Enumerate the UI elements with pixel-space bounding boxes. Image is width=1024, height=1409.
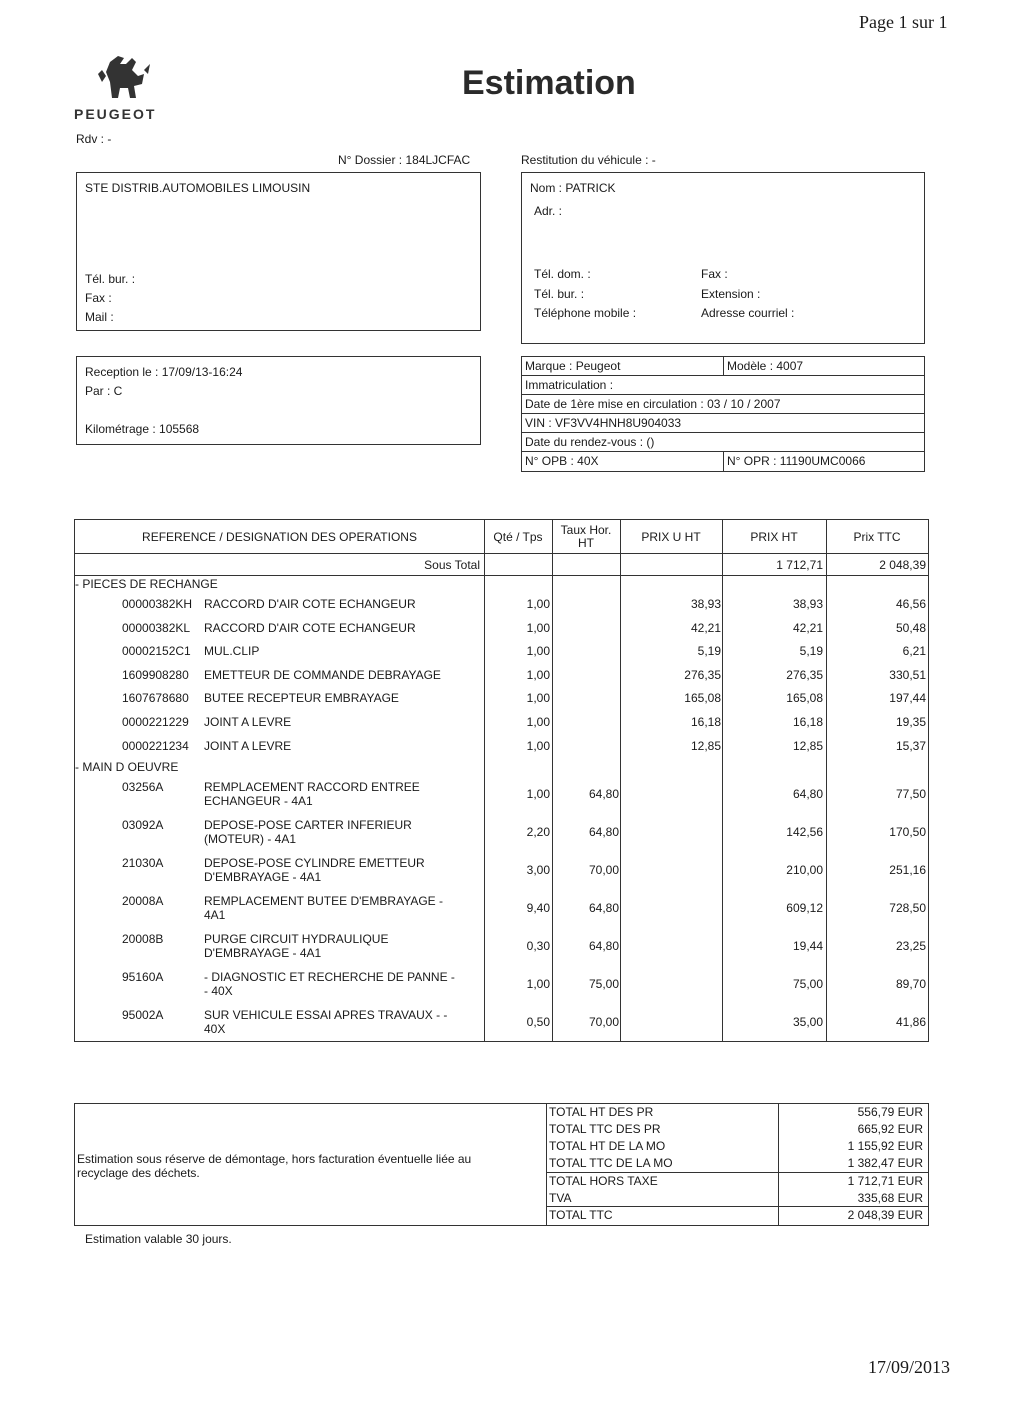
client-tel-mobile: Téléphone mobile : — [534, 306, 637, 320]
labour-rate: 64,80 — [588, 825, 619, 839]
piece-price-ttc: 46,56 — [895, 597, 926, 611]
labour-designation: DEPOSE-POSE CYLINDRE EMETTEUR — [204, 856, 425, 870]
subtotal-ht: 1 712,71 — [776, 558, 823, 572]
labour-ref: 03092A — [122, 818, 164, 832]
labour-designation-cont: 40X — [204, 1022, 226, 1036]
piece-price-ht: 276,35 — [786, 668, 823, 682]
header-qty: Qté / Tps — [493, 529, 543, 544]
labour-qty: 0,30 — [526, 939, 550, 953]
vehicle-rdv-date: Date du rendez-vous : () — [525, 435, 655, 449]
piece-designation: RACCORD D'AIR COTE ECHANGEUR — [204, 621, 416, 635]
vehicle-model: Modèle : 4007 — [723, 357, 803, 375]
piece-designation: BUTEE RECEPTEUR EMBRAYAGE — [204, 691, 399, 705]
mileage: Kilométrage : 105568 — [85, 422, 200, 436]
garage-fax: Fax : — [85, 291, 112, 305]
restitution-label: Restitution du véhicule : - — [521, 153, 656, 167]
labour-qty: 2,20 — [526, 825, 550, 839]
page-title: Estimation — [462, 64, 636, 102]
garage-mail: Mail : — [85, 310, 114, 324]
header-unit-price: PRIX U HT — [641, 529, 701, 544]
labour-designation-cont: (MOTEUR) - 4A1 — [204, 832, 297, 846]
labour-price-ht: 35,00 — [792, 1015, 823, 1029]
vehicle-row-rdv — [522, 433, 924, 452]
labour-designation-cont: 4A1 — [204, 908, 226, 922]
vehicle-first-registration: Date de 1ère mise en circulation : 03 / 10 / 2007 — [525, 397, 781, 411]
total-label: TOTAL TTC — [549, 1208, 613, 1222]
piece-ref: 1609908280 — [122, 668, 189, 682]
piece-qty: 1,00 — [526, 691, 550, 705]
total-label: TOTAL HT DE LA MO — [549, 1139, 666, 1153]
client-name: Nom : PATRICK — [530, 181, 616, 195]
piece-qty: 1,00 — [526, 715, 550, 729]
piece-designation: EMETTEUR DE COMMANDE DEBRAYAGE — [204, 668, 441, 682]
labour-price-ht: 609,12 — [786, 901, 823, 915]
labour-rate: 64,80 — [588, 901, 619, 915]
labour-ref: 95160A — [122, 970, 164, 984]
labour-designation-cont: ECHANGEUR - 4A1 — [204, 794, 313, 808]
total-value: 665,92 EUR — [857, 1122, 923, 1136]
piece-qty: 1,00 — [526, 739, 550, 753]
labour-qty: 9,40 — [526, 901, 550, 915]
operations-table — [74, 519, 929, 1042]
piece-ref: 00000382KL — [122, 621, 191, 635]
piece-designation: JOINT A LEVRE — [204, 739, 292, 753]
labour-price-ttc: 251,16 — [889, 863, 926, 877]
piece-designation: MUL.CLIP — [204, 644, 260, 658]
labour-price-ht: 19,44 — [792, 939, 823, 953]
peugeot-lion-icon — [74, 52, 174, 104]
piece-price-ttc: 330,51 — [889, 668, 926, 682]
piece-price-ht: 16,18 — [792, 715, 823, 729]
total-value: 1 155,92 EUR — [847, 1139, 923, 1153]
peugeot-logo — [74, 52, 174, 124]
garage-tel: Tél. bur. : — [85, 272, 136, 286]
piece-ref: 0000221229 — [122, 715, 189, 729]
piece-unit-price: 5,19 — [697, 644, 721, 658]
labour-price-ttc: 23,25 — [895, 939, 926, 953]
piece-qty: 1,00 — [526, 644, 550, 658]
labour-ref: 95002A — [122, 1008, 164, 1022]
labour-designation-cont: - 40X — [204, 984, 233, 998]
piece-qty: 1,00 — [526, 597, 550, 611]
labour-designation: - DIAGNOSTIC ET RECHERCHE DE PANNE - — [204, 970, 455, 984]
piece-ref: 00000382KH — [122, 597, 193, 611]
piece-unit-price: 42,21 — [690, 621, 721, 635]
vehicle-row-brand — [522, 357, 924, 376]
piece-unit-price: 38,93 — [690, 597, 721, 611]
footer-date: 17/09/2013 — [868, 1357, 951, 1377]
piece-unit-price: 165,08 — [684, 691, 721, 705]
piece-unit-price: 12,85 — [690, 739, 721, 753]
labour-ref: 20008B — [122, 932, 164, 946]
labour-designation-cont: D'EMBRAYAGE - 4A1 — [204, 870, 322, 884]
labour-price-ttc: 170,50 — [889, 825, 926, 839]
total-label: TVA — [549, 1191, 572, 1205]
labour-qty: 1,00 — [526, 787, 550, 801]
labour-ref: 03256A — [122, 780, 164, 794]
total-value: 1 712,71 EUR — [847, 1174, 923, 1188]
client-address: Adr. : — [534, 204, 563, 218]
piece-price-ttc: 50,48 — [895, 621, 926, 635]
labour-designation: REMPLACEMENT BUTEE D'EMBRAYAGE - — [204, 894, 443, 908]
total-label: TOTAL TTC DE LA MO — [549, 1156, 673, 1170]
reception-par: Par : C — [85, 384, 123, 398]
vehicle-row-date — [522, 395, 924, 414]
piece-price-ttc: 6,21 — [902, 644, 926, 658]
piece-ref: 1607678680 — [122, 691, 189, 705]
labour-price-ht: 142,56 — [786, 825, 823, 839]
vehicle-brand: Marque : Peugeot — [525, 359, 621, 373]
labour-price-ht: 75,00 — [792, 977, 823, 991]
piece-ref: 00002152C1 — [122, 644, 191, 658]
client-email: Adresse courriel : — [701, 306, 795, 320]
header-price-ttc: Prix TTC — [853, 529, 901, 544]
piece-designation: JOINT A LEVRE — [204, 715, 292, 729]
header-rate: Taux Hor. HT — [560, 523, 612, 550]
client-extension: Extension : — [701, 287, 761, 301]
labour-price-ttc: 77,50 — [895, 787, 926, 801]
labour-rate: 70,00 — [588, 863, 619, 877]
vehicle-opb: N° OPB : 40X — [525, 454, 599, 468]
client-fax: Fax : — [701, 267, 728, 281]
piece-price-ttc: 19,35 — [895, 715, 926, 729]
total-label: TOTAL TTC DES PR — [549, 1122, 661, 1136]
page-number: Page 1 sur 1 — [859, 12, 948, 32]
labour-qty: 3,00 — [526, 863, 550, 877]
vehicle-row-vin — [522, 414, 924, 433]
piece-price-ht: 5,19 — [799, 644, 823, 658]
labour-designation: SUR VEHICULE ESSAI APRES TRAVAUX - - — [204, 1008, 448, 1022]
labour-price-ttc: 41,86 — [895, 1015, 926, 1029]
total-label: TOTAL HORS TAXE — [549, 1174, 658, 1188]
total-value: 1 382,47 EUR — [847, 1156, 923, 1170]
header-price-ht: PRIX HT — [750, 529, 798, 544]
labour-designation-cont: D'EMBRAYAGE - 4A1 — [204, 946, 322, 960]
vehicle-box — [521, 356, 925, 472]
total-value: 556,79 EUR — [857, 1105, 923, 1119]
labour-designation: DEPOSE-POSE CARTER INFERIEUR — [204, 818, 412, 832]
labour-price-ht: 210,00 — [786, 863, 823, 877]
section-labour: - MAIN D OEUVRE — [75, 760, 179, 774]
labour-qty: 0,50 — [526, 1015, 550, 1029]
piece-price-ht: 42,21 — [792, 621, 823, 635]
header-reference: REFERENCE / DESIGNATION DES OPERATIONS — [142, 529, 417, 544]
client-tel-dom: Tél. dom. : — [534, 267, 591, 281]
piece-price-ttc: 15,37 — [895, 739, 926, 753]
labour-rate: 70,00 — [588, 1015, 619, 1029]
piece-price-ht: 12,85 — [792, 739, 823, 753]
subtotal-ttc: 2 048,39 — [879, 558, 926, 572]
total-value: 335,68 EUR — [857, 1191, 923, 1205]
piece-unit-price: 16,18 — [690, 715, 721, 729]
labour-price-ttc: 728,50 — [889, 901, 926, 915]
labour-rate: 64,80 — [588, 939, 619, 953]
vehicle-row-immat — [522, 376, 924, 395]
labour-ref: 20008A — [122, 894, 164, 908]
total-label: TOTAL HT DES PR — [549, 1105, 654, 1119]
garage-box — [76, 172, 481, 331]
labour-price-ttc: 89,70 — [895, 977, 926, 991]
subtotal-label: Sous Total — [424, 558, 480, 572]
labour-ref: 21030A — [122, 856, 164, 870]
piece-price-ttc: 197,44 — [889, 691, 926, 705]
rdv-label: Rdv : - — [76, 132, 112, 146]
vehicle-row-opb — [522, 452, 924, 471]
client-box — [521, 172, 925, 344]
client-tel-bur: Tél. bur. : — [534, 287, 585, 301]
piece-qty: 1,00 — [526, 668, 550, 682]
labour-designation: PURGE CIRCUIT HYDRAULIQUE — [204, 932, 389, 946]
vehicle-opr: N° OPR : 11190UMC0066 — [723, 452, 865, 471]
totals-box — [74, 1103, 929, 1226]
vehicle-vin: VIN : VF3VV4HNH8U904033 — [525, 416, 682, 430]
labour-price-ht: 64,80 — [792, 787, 823, 801]
piece-price-ht: 38,93 — [792, 597, 823, 611]
piece-designation: RACCORD D'AIR COTE ECHANGEUR — [204, 597, 416, 611]
brand-name: PEUGEOT — [74, 106, 157, 122]
labour-rate: 64,80 — [588, 787, 619, 801]
labour-rate: 75,00 — [588, 977, 619, 991]
labour-designation: REMPLACEMENT RACCORD ENTREE — [204, 780, 420, 794]
piece-unit-price: 276,35 — [684, 668, 721, 682]
labour-qty: 1,00 — [526, 977, 550, 991]
garage-name: STE DISTRIB.AUTOMOBILES LIMOUSIN — [85, 181, 311, 195]
total-value: 2 048,39 EUR — [847, 1208, 923, 1222]
piece-price-ht: 165,08 — [786, 691, 823, 705]
validity-note: Estimation valable 30 jours. — [85, 1232, 232, 1246]
totals-note: Estimation sous réserve de démontage, hors facturation éventuelle liée au recyclage des déchets. — [77, 1152, 472, 1180]
reception-box — [76, 356, 481, 445]
piece-ref: 0000221234 — [122, 739, 189, 753]
vehicle-immat: Immatriculation : — [525, 378, 614, 392]
reception-date: Reception le : 17/09/13-16:24 — [85, 365, 243, 379]
section-pieces: - PIECES DE RECHANGE — [75, 577, 218, 591]
piece-qty: 1,00 — [526, 621, 550, 635]
dossier-number: N° Dossier : 184LJCFAC — [338, 153, 471, 167]
